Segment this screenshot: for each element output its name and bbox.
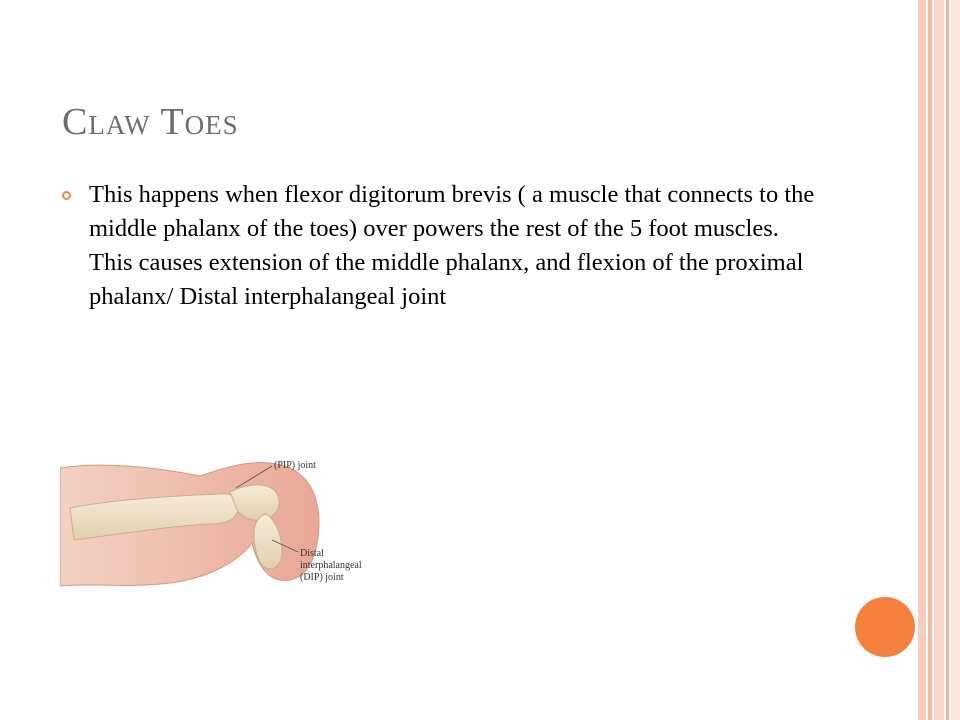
bullet-list bbox=[62, 178, 822, 314]
bullet-text: This happens when flexor digitorum brevis ( a muscle that connects to the middle phalanx of the toes) over powers the rest of the 5 foot muscles. This causes extension of the middle phalanx, and flexion of the proximal phalanx/ Distal interphalangeal joint bbox=[89, 181, 815, 310]
decorative-stripe bbox=[918, 0, 926, 720]
bullet-circle-icon bbox=[62, 191, 71, 200]
decorative-stripe bbox=[928, 0, 932, 720]
bullet-item bbox=[62, 178, 822, 314]
dip-label-line1: Distal bbox=[300, 548, 324, 559]
dip-label-line3: (DIP) joint bbox=[300, 572, 344, 583]
decorative-stripe bbox=[946, 0, 949, 720]
decorative-stripe bbox=[934, 0, 944, 720]
accent-circle bbox=[855, 597, 915, 657]
decorative-stripe bbox=[951, 0, 960, 720]
claw-toe-illustration bbox=[60, 448, 400, 618]
dip-label-line2: interphalangeal bbox=[300, 560, 362, 571]
pip-joint-label: (PIP) joint bbox=[274, 460, 316, 471]
slide-title: Claw Toes bbox=[62, 101, 239, 143]
